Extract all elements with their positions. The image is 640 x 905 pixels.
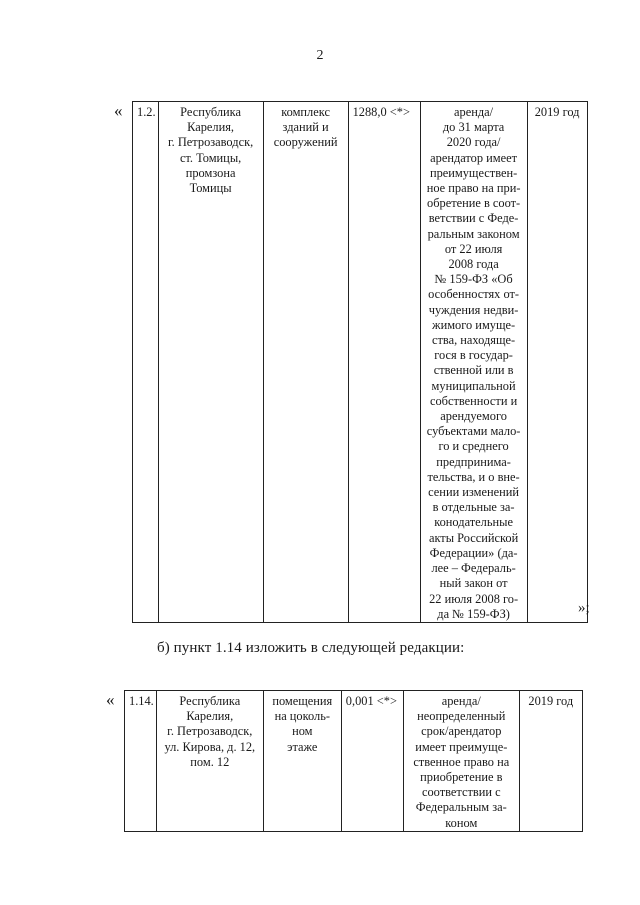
terms-line: ственное право на — [413, 754, 510, 769]
terms-line: гося в государ- — [434, 348, 513, 363]
terms-line: жимого имуще- — [432, 317, 516, 332]
address-line: промзона — [185, 165, 236, 180]
terms-line: имеет преимуще- — [415, 739, 508, 754]
terms-line: аренда/ — [454, 105, 494, 119]
terms-line: приобретение в — [420, 770, 503, 785]
property-table-2 — [124, 690, 583, 832]
terms-line: 2008 года — [448, 257, 499, 272]
object-line: на цоколь- — [274, 709, 330, 724]
object-line: ном — [292, 724, 313, 739]
address-line: г. Петрозаводск, — [167, 135, 254, 150]
object-line: комплекс — [281, 105, 330, 119]
address-line: ст. Томицы, — [179, 150, 242, 165]
address-line: пом. 12 — [190, 754, 230, 769]
terms-line: ственной или в — [433, 363, 514, 378]
object-cell — [263, 102, 348, 623]
address-line: Республика — [179, 694, 241, 708]
terms-line: обретение в соот- — [427, 196, 521, 211]
terms-line: 22 июля 2008 го- — [429, 591, 519, 606]
property-table-1 — [132, 101, 588, 623]
address-cell — [156, 691, 263, 832]
terms-line: срок/арендатор — [421, 724, 502, 739]
area-cell: 0,001 <*> — [341, 691, 403, 832]
terms-line: ный закон от — [439, 576, 508, 591]
terms-line: го и среднего — [438, 439, 509, 454]
terms-line: № 159-ФЗ «Об — [434, 272, 513, 287]
terms-line: ральным законом — [427, 226, 520, 241]
item-number: 1.14. — [125, 691, 157, 832]
address-cell — [158, 102, 263, 623]
terms-line: от 22 июля — [444, 241, 503, 256]
terms-line: тельства, и о вне- — [427, 469, 520, 484]
terms-line: до 31 марта — [442, 120, 505, 135]
address-line: Республика — [180, 105, 242, 119]
object-line: этаже — [287, 739, 318, 754]
terms-line: ветствии с Феде- — [428, 211, 519, 226]
terms-cell — [403, 691, 519, 832]
terms-line: соответствии с — [421, 785, 501, 800]
terms-line: муниципальной — [431, 378, 516, 393]
year-cell: 2019 год — [527, 102, 587, 623]
object-line: зданий и — [282, 120, 329, 135]
year-cell: 2019 год — [519, 691, 582, 832]
paragraph-b: б) пункт 1.14 изложить в следующей редакции: — [157, 640, 465, 656]
terms-line: особенностях от- — [428, 287, 520, 302]
address-line: Карелия, — [187, 120, 235, 135]
open-quote-1: « — [114, 101, 123, 120]
terms-line: ства, находяще- — [432, 333, 516, 348]
terms-line: чуждения недви- — [428, 302, 519, 317]
terms-line: предпринима- — [436, 454, 511, 469]
terms-line: 2020 года/ — [446, 135, 501, 150]
terms-cell — [420, 102, 527, 623]
object-cell — [263, 691, 341, 832]
terms-line: Федеральным за- — [415, 800, 507, 815]
terms-line: аренда/ — [441, 694, 481, 708]
terms-line: коном — [445, 815, 478, 830]
page-number: 2 — [316, 48, 324, 63]
terms-line: субъектами мало- — [426, 424, 521, 439]
area-cell: 1288,0 <*> — [348, 102, 420, 623]
terms-line: Федерации» (да- — [429, 545, 518, 560]
terms-line: сении изменений — [428, 485, 520, 500]
terms-line: преимуществен- — [429, 165, 518, 180]
terms-line: акты Российской — [428, 530, 519, 545]
terms-line: неопределенный — [417, 709, 506, 724]
open-quote-2: « — [106, 690, 115, 709]
terms-line: ное право на при- — [426, 181, 521, 196]
address-line: Томицы — [189, 181, 232, 196]
object-line: помещения — [272, 694, 333, 708]
terms-line: собственности и — [429, 393, 518, 408]
terms-line: арендуемого — [440, 409, 507, 424]
address-line: Карелия, — [186, 709, 234, 724]
address-line: г. Петрозаводск, — [167, 724, 253, 739]
terms-line: лее – Федераль- — [431, 561, 516, 576]
terms-line: в отдельные за- — [432, 500, 515, 515]
item-number: 1.2. — [133, 102, 159, 623]
address-line: ул. Кирова, д. 12, — [164, 739, 256, 754]
terms-line: конодательные — [434, 515, 513, 530]
object-line: сооружений — [273, 135, 338, 150]
terms-line: да № 159-ФЗ) — [437, 606, 510, 621]
closing-quote: »; — [578, 600, 590, 616]
terms-line: арендатор имеет — [430, 150, 518, 165]
